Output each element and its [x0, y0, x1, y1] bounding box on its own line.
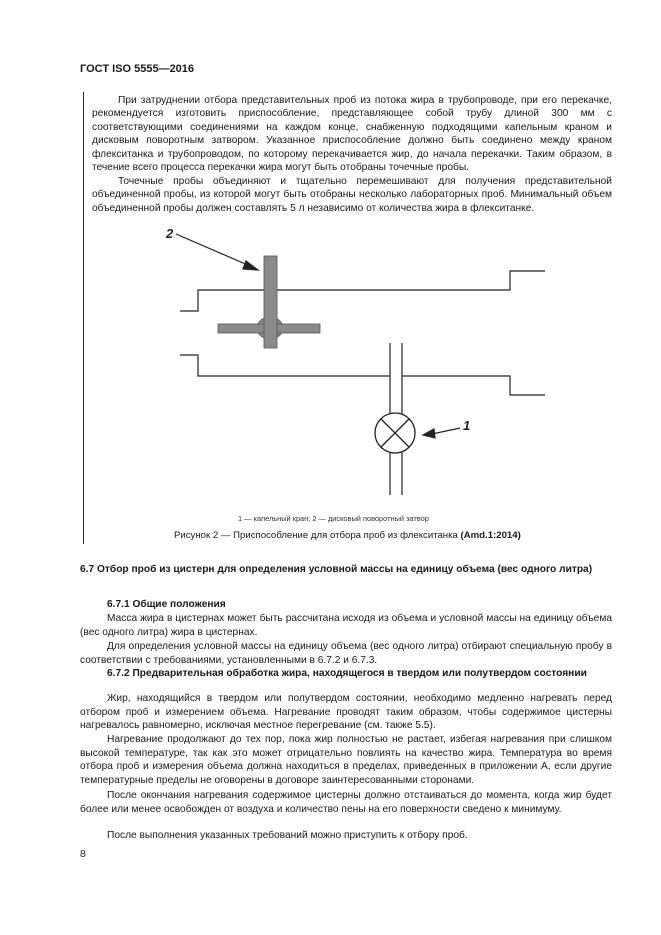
figure-caption [174, 530, 521, 541]
section-6-7-2-paragraph-2-text: Нагревание продолжают до тех пор, пока жир полностью не растает, избегая нагревания при слишком высокой температуре, так как это может отрицательно повлиять на качество жира. Температура во время отбора проб и измерения объема должна находиться в пределах, приведенных в приложении А, если другие температурные пределы не оговорены в договоре заинтересованными сторонами. [80, 734, 612, 786]
figure-caption-text: Рисунок 2 — Приспособление для отбора проб из флекситанка [174, 530, 458, 541]
figure-caption-amendment: (Amd.1:2014) [460, 530, 521, 541]
pipe-upper-wall [180, 271, 545, 311]
intro-paragraph-2-text: Точечные пробы объединяют и тщательно перемешивают для получения представительной объединенной пробы, из которой могут быть отобраны несколько лабораторных проб. Минимальный объем объединенной пробы должен составлять 5 л независимо от количества жира в флекситанке. [92, 176, 612, 214]
pipe-lower-wall-left [180, 355, 390, 376]
figure-label-2: 2 [166, 226, 174, 241]
page-number: 8 [80, 848, 86, 860]
section-6-7-2-paragraph-3-text: После окончания нагревания содержимое цистерны должно отстаиваться до момента, когда жир будет более или менее освобожден от воздуха и количество пены на его поверхности сведено к минимуму. [80, 790, 612, 815]
intro-paragraph-1-text: При затруднении отбора представительных проб из потока жира в трубопроводе, при его перекачке, рекомендуется изготовить приспособление, представляющее собой трубу длиной 300 мм с соответствующими соединениями на каждом конце, снабженную подходящими капельным краном и дисковым поворотным затвором. Указанное приспособление должно быть соединено между краном флекситанка и трубопроводом, по которому перекачивается жир, до начала перекачки. Таким образом, в течение всего процесса перекачки жира могут быть отобраны точечные пробы. [92, 95, 612, 174]
figure-legend: 1 — капельный кран; 2 — дисковый поворотный затвор [238, 514, 429, 523]
section-6-7-1-paragraph-2-text: Для определения условной массы на единицу объема (вес одного литра) отбирают специальную пробу в соответствии с требованиями, установленными в 6.7.2 и 6.7.3. [80, 641, 612, 666]
section-6-7-2-paragraph-3 [80, 789, 612, 816]
section-6-7-1-paragraph-1-text: Масса жира в цистернах может быть рассчитана исходя из объема и условной массы на единицу объема (вес одного литра) жира в цистернах. [80, 613, 612, 638]
section-6-7-2-paragraph-1 [80, 692, 612, 733]
section-6-7-2-paragraph-4 [80, 829, 612, 843]
section-6-7-1-paragraph-2 [80, 640, 612, 667]
leader-1-arrow [423, 428, 460, 438]
drip-valve-symbol [375, 413, 415, 453]
section-6-7-1-paragraph-1 [80, 612, 612, 639]
butterfly-valve-symbol [218, 256, 320, 348]
leader-2-arrow [176, 234, 258, 270]
section-6-7-2-heading-text: 6.7.2 Предварительная обработка жира, находящегося в твердом или полутвердом состоянии [107, 668, 587, 679]
pipe-lower-wall-right [402, 376, 545, 395]
section-6-7-2-paragraph-4-text: После выполнения указанных требований можно приступить к отбору проб. [107, 830, 468, 841]
document-header: ГОСТ ISO 5555—2016 [80, 63, 195, 75]
section-6-7-2-paragraph-1-text: Жир, находящийся в твердом или полутвердом состоянии, необходимо медленно нагревать перед отбором проб и измерением объема. Нагревание проводят таким образом, чтобы содержимое цистерны нагревалось равномерно, исключая местное перегревание (см. также 5.5). [80, 693, 612, 732]
section-6-7-2-heading [80, 667, 612, 681]
section-6-7-1-heading: 6.7.1 Общие положения [107, 599, 226, 610]
section-6-7-2-paragraph-2 [80, 733, 612, 787]
figure-label-1: 1 [463, 418, 471, 433]
section-6-7-heading: 6.7 Отбор проб из цистерн для определения условной массы на единицу объема (вес одного литра) [80, 564, 593, 575]
